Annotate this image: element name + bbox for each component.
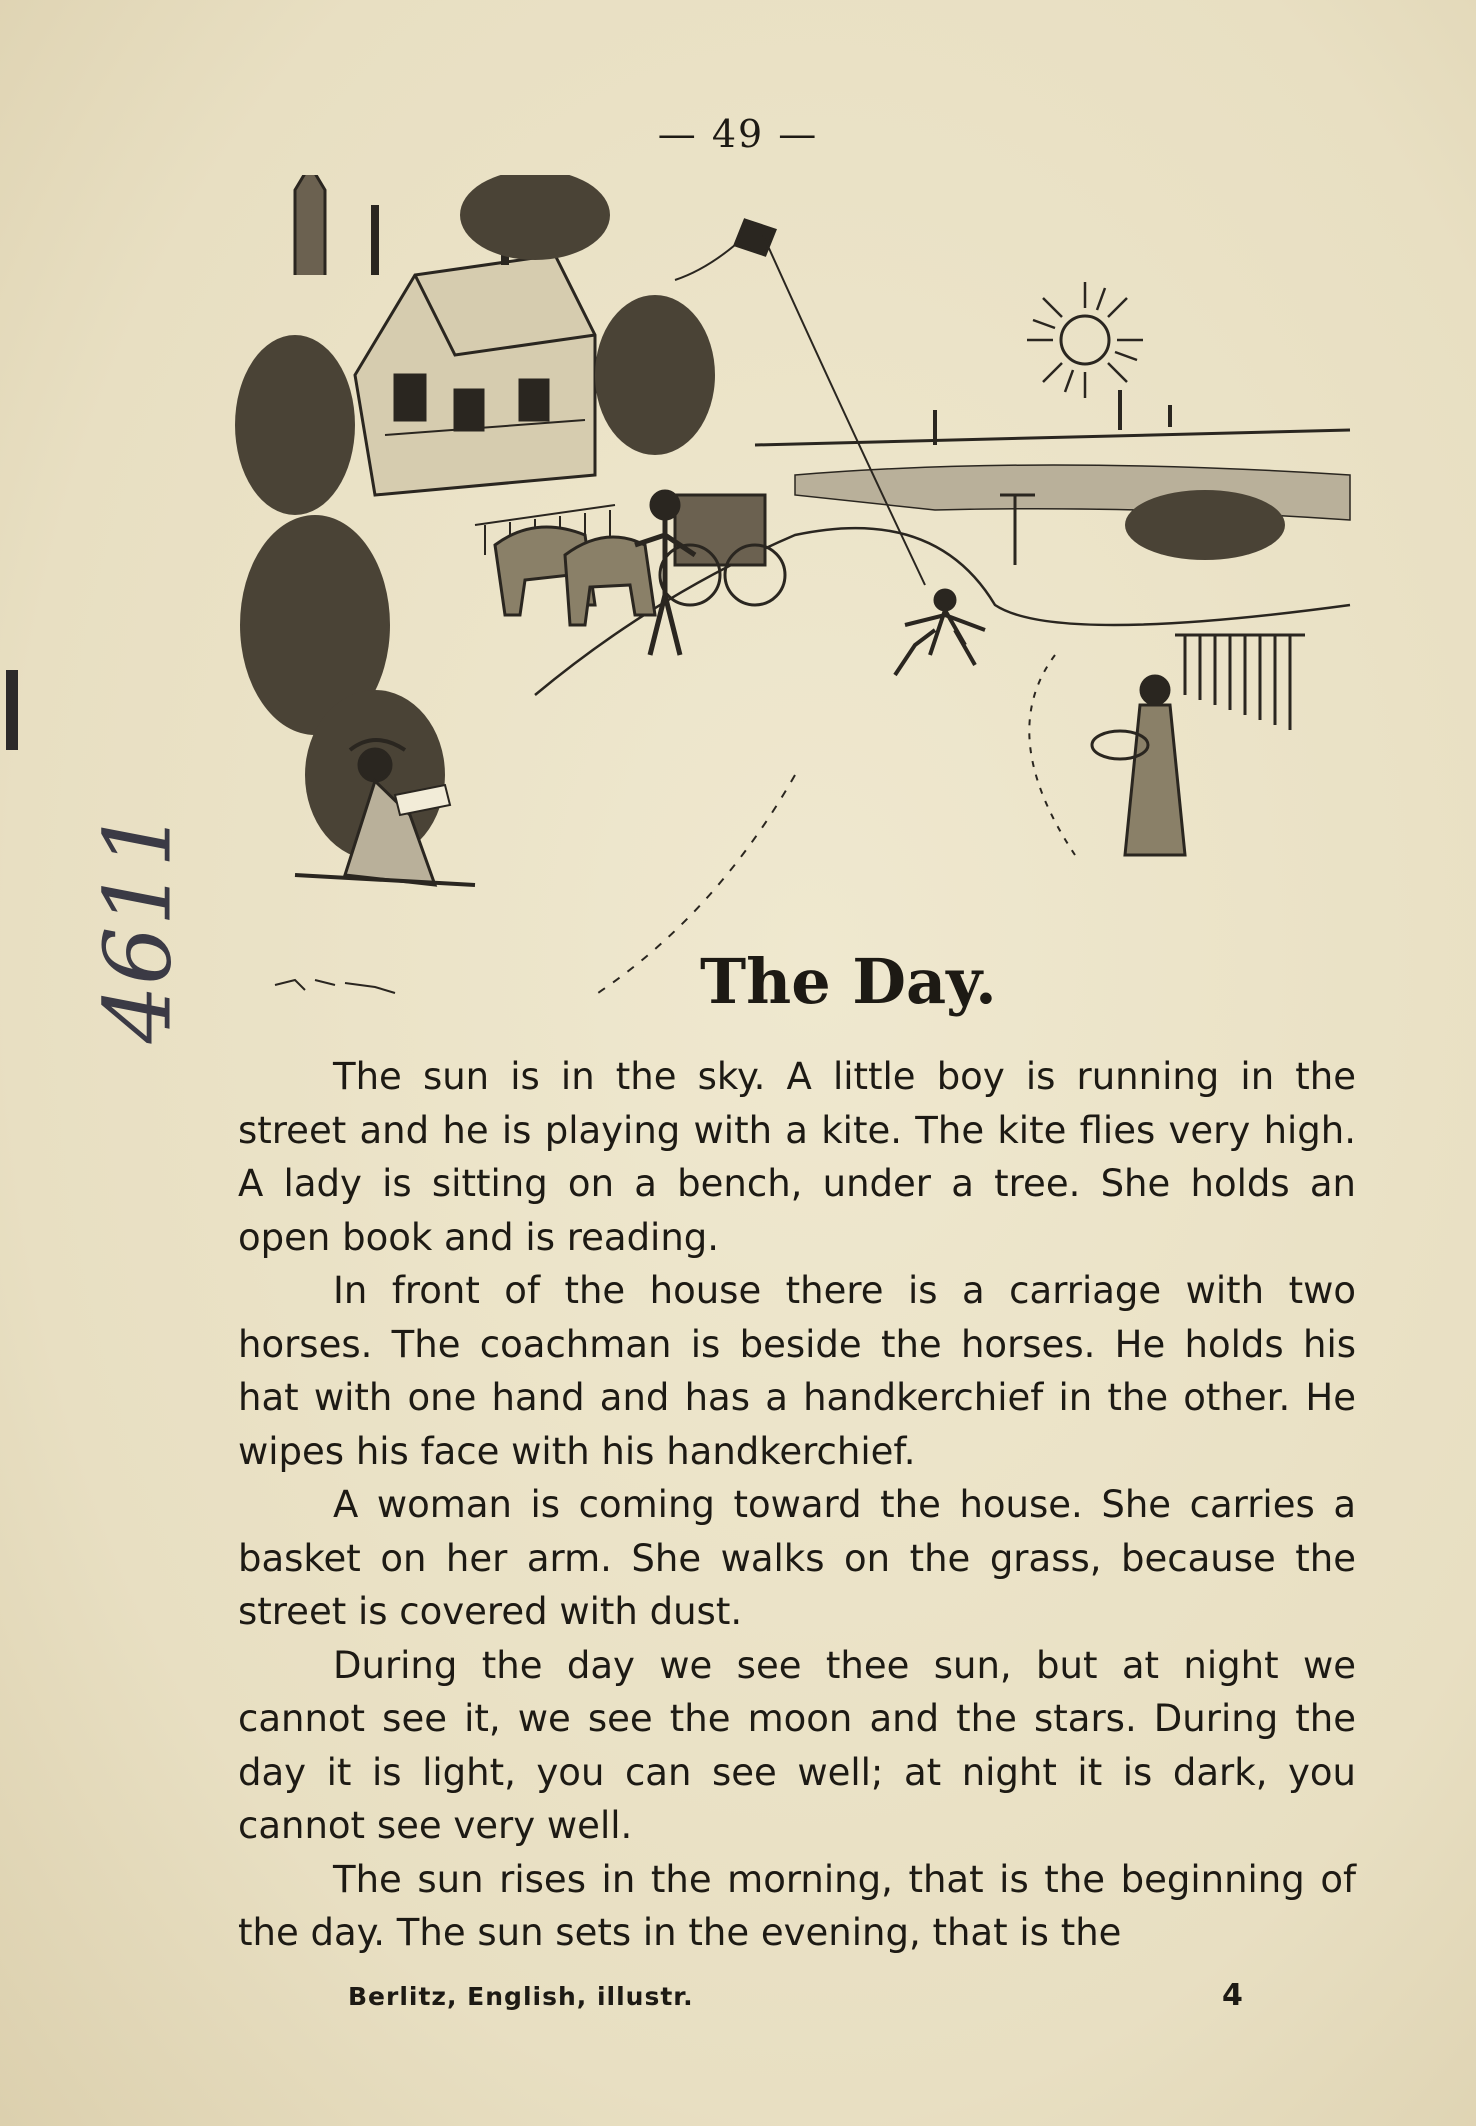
body-text <box>238 1050 1356 1960</box>
engraver-signature <box>275 980 395 993</box>
page-title: The Day. <box>700 945 997 1018</box>
paragraph: The sun is in the sky. A little boy is running in the street and he is playing with a kite. The kite flies very high. A lady is sitting on a bench, under a tree. She holds an open book and is reading. <box>238 1055 1356 1259</box>
sun-icon <box>1027 282 1143 398</box>
page-number: — 49 — <box>657 112 819 156</box>
horizon-line <box>755 430 1350 445</box>
handwritten-margin-note: 4611 <box>84 809 192 1044</box>
paragraph: During the day we see thee sun, but at night we cannot see it, we see the moon and the stars. During the day it is light, you can see well; at night it is dark, you cannot see very well. <box>238 1643 1356 1847</box>
bushes <box>1125 490 1285 560</box>
right-fence <box>1175 635 1305 730</box>
woman-with-basket <box>1092 676 1185 855</box>
tower <box>295 175 325 275</box>
street-scene-illustration <box>235 175 1360 1005</box>
footer-publisher: Berlitz, English, illustr. <box>348 1982 694 2011</box>
footer-signature-number: 4 <box>1222 1978 1243 2013</box>
margin-mark <box>6 670 18 750</box>
paragraph: The sun rises in the morning, that is the beginning of the day. The sun sets in the evening, that is the <box>238 1857 1356 1954</box>
paragraph: A woman is coming toward the house. She carries a basket on her arm. She walks on the grass, because the street is covered with dust. <box>238 1483 1356 1633</box>
boy-figure <box>895 590 985 675</box>
paragraph: In front of the house there is a carriage with two horses. The coachman is beside the horses. He holds his hat with one hand and has a handkerchief in the other. He wipes his face with his handkerchief. <box>238 1269 1356 1473</box>
horses <box>495 527 655 625</box>
